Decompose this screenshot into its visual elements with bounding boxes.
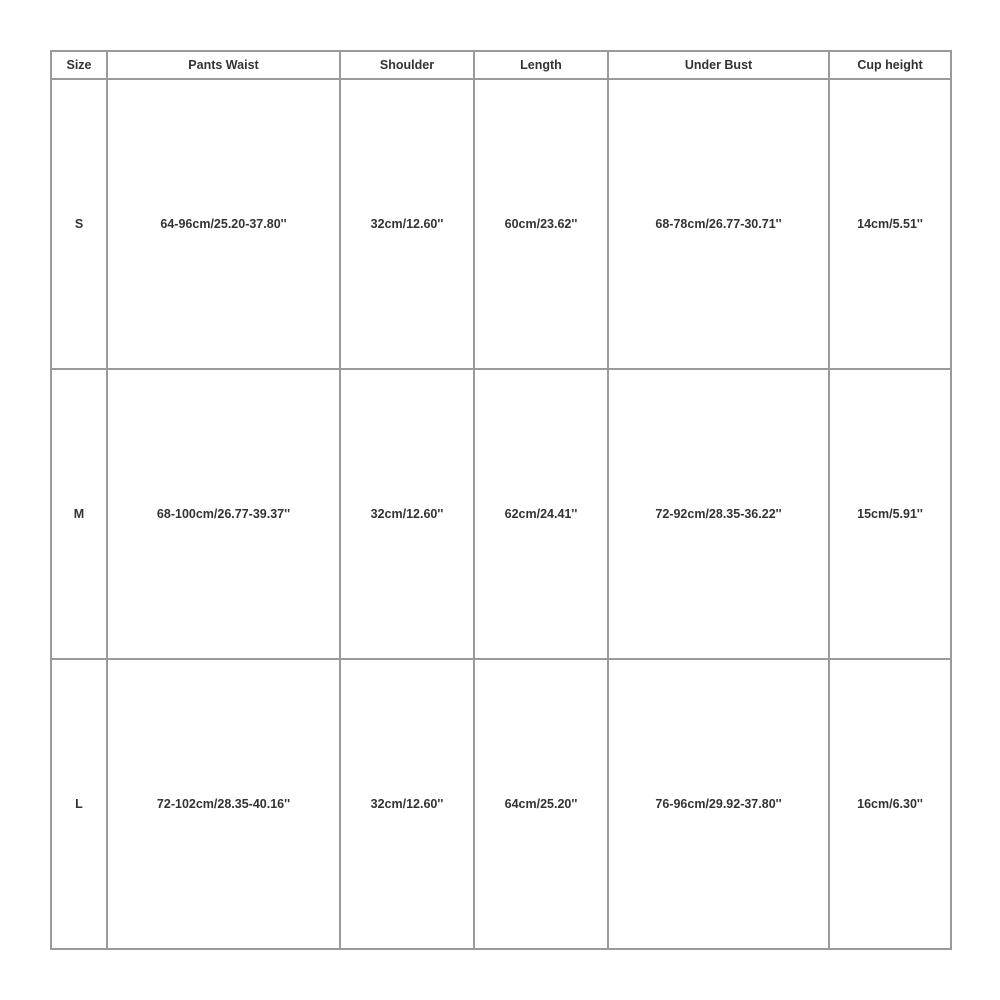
header-length: Length [474, 51, 608, 79]
cell-pants-waist: 72-102cm/28.35-40.16'' [107, 659, 340, 949]
cell-pants-waist: 64-96cm/25.20-37.80'' [107, 79, 340, 369]
size-chart [50, 50, 950, 950]
cell-shoulder: 32cm/12.60'' [340, 369, 474, 659]
table-row [51, 369, 951, 659]
header-row [51, 51, 951, 79]
cell-shoulder: 32cm/12.60'' [340, 79, 474, 369]
table-row [51, 79, 951, 369]
cell-shoulder: 32cm/12.60'' [340, 659, 474, 949]
cell-pants-waist: 68-100cm/26.77-39.37'' [107, 369, 340, 659]
cell-size: M [51, 369, 107, 659]
header-cup-height: Cup height [829, 51, 951, 79]
cell-under-bust: 76-96cm/29.92-37.80'' [608, 659, 829, 949]
cell-under-bust: 68-78cm/26.77-30.71'' [608, 79, 829, 369]
header-shoulder: Shoulder [340, 51, 474, 79]
cell-length: 62cm/24.41'' [474, 369, 608, 659]
cell-size: S [51, 79, 107, 369]
header-under-bust: Under Bust [608, 51, 829, 79]
header-pants-waist: Pants Waist [107, 51, 340, 79]
cell-size: L [51, 659, 107, 949]
cell-cup-height: 15cm/5.91'' [829, 369, 951, 659]
size-table [50, 50, 952, 950]
table-row [51, 659, 951, 949]
cell-length: 64cm/25.20'' [474, 659, 608, 949]
header-size: Size [51, 51, 107, 79]
cell-cup-height: 14cm/5.51'' [829, 79, 951, 369]
cell-length: 60cm/23.62'' [474, 79, 608, 369]
cell-cup-height: 16cm/6.30'' [829, 659, 951, 949]
cell-under-bust: 72-92cm/28.35-36.22'' [608, 369, 829, 659]
